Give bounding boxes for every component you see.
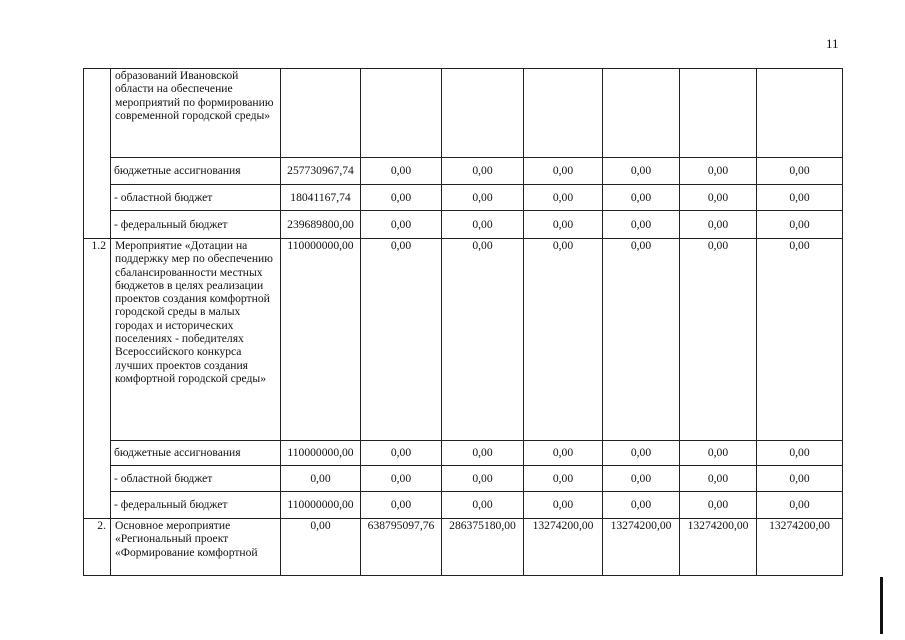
value-cell: 0,00 — [680, 211, 757, 239]
value-cell: 0,00 — [524, 185, 603, 211]
value-cell: 0,00 — [361, 441, 442, 466]
value-cell: 0,00 — [524, 466, 603, 492]
value-cell: 0,00 — [442, 211, 524, 239]
value-cell: 0,00 — [361, 239, 442, 441]
value-cell: 0,00 — [603, 239, 680, 441]
value-cell: 0,00 — [680, 185, 757, 211]
row-name: бюджетные ассигнования — [111, 441, 281, 466]
value-cell: 0,00 — [603, 466, 680, 492]
value-cell: 110000000,00 — [281, 239, 361, 441]
table-row — [84, 69, 843, 158]
value-cell: 0,00 — [524, 158, 603, 185]
value-cell: 0,00 — [442, 492, 524, 519]
table-row — [84, 519, 843, 576]
row-index — [84, 69, 111, 239]
value-cell: 110000000,00 — [281, 492, 361, 519]
row-index: 1.2 — [84, 239, 111, 519]
table-row — [84, 466, 843, 492]
value-cell: 0,00 — [442, 466, 524, 492]
value-cell — [524, 69, 603, 158]
value-cell: 0,00 — [680, 466, 757, 492]
value-cell: 0,00 — [442, 185, 524, 211]
value-cell: 0,00 — [361, 185, 442, 211]
value-cell: 13274200,00 — [680, 519, 757, 576]
margin-mark — [880, 577, 883, 634]
row-name: Основное мероприятие «Региональный проект «Формирование комфортной — [111, 519, 281, 576]
value-cell: 13274200,00 — [757, 519, 843, 576]
value-cell: 18041167,74 — [281, 185, 361, 211]
value-cell: 0,00 — [757, 185, 843, 211]
value-cell: 257730967,74 — [281, 158, 361, 185]
value-cell: 0,00 — [603, 211, 680, 239]
value-cell: 0,00 — [680, 239, 757, 441]
value-cell: 13274200,00 — [524, 519, 603, 576]
value-cell: 0,00 — [757, 466, 843, 492]
value-cell: 0,00 — [361, 211, 442, 239]
value-cell: 0,00 — [442, 441, 524, 466]
value-cell: 0,00 — [680, 441, 757, 466]
table-row — [84, 239, 843, 441]
value-cell: 0,00 — [603, 492, 680, 519]
value-cell: 0,00 — [442, 239, 524, 441]
value-cell: 0,00 — [603, 158, 680, 185]
value-cell: 0,00 — [281, 519, 361, 576]
value-cell — [603, 69, 680, 158]
table-row — [84, 185, 843, 211]
table-row — [84, 492, 843, 519]
value-cell: 0,00 — [524, 441, 603, 466]
row-name: - областной бюджет — [111, 466, 281, 492]
table-row — [84, 158, 843, 185]
value-cell: 0,00 — [361, 492, 442, 519]
row-name: образований Ивановской области на обеспечение мероприятий по формированию современной городской среды» — [111, 69, 281, 158]
value-cell: 0,00 — [524, 211, 603, 239]
value-cell — [757, 69, 843, 158]
page-number: 11 — [826, 36, 839, 51]
value-cell: 0,00 — [757, 492, 843, 519]
value-cell: 0,00 — [757, 441, 843, 466]
row-name: - федеральный бюджет — [111, 492, 281, 519]
row-index: 2. — [84, 519, 111, 576]
row-name: - федеральный бюджет — [111, 211, 281, 239]
value-cell: 0,00 — [757, 239, 843, 441]
value-cell — [281, 69, 361, 158]
value-cell: 0,00 — [603, 441, 680, 466]
value-cell: 0,00 — [281, 466, 361, 492]
value-cell: 239689800,00 — [281, 211, 361, 239]
value-cell — [680, 69, 757, 158]
value-cell: 110000000,00 — [281, 441, 361, 466]
value-cell: 0,00 — [524, 492, 603, 519]
row-name: - областной бюджет — [111, 185, 281, 211]
value-cell: 13274200,00 — [603, 519, 680, 576]
value-cell: 0,00 — [757, 158, 843, 185]
row-name: Мероприятие «Дотации на поддержку мер по обеспечению сбалансированности местных бюджетов в целях реализации проектов создания комфортной городской среды в малых городах и исторических поселениях - победителях Всероссийского конкурса лучших проектов создания комфортной городской среды» — [111, 239, 281, 441]
value-cell: 0,00 — [680, 492, 757, 519]
value-cell: 0,00 — [757, 211, 843, 239]
value-cell: 0,00 — [361, 466, 442, 492]
table-row — [84, 211, 843, 239]
table-row — [84, 441, 843, 466]
value-cell: 0,00 — [442, 158, 524, 185]
value-cell: 0,00 — [680, 158, 757, 185]
value-cell: 286375180,00 — [442, 519, 524, 576]
value-cell — [361, 69, 442, 158]
value-cell: 0,00 — [361, 158, 442, 185]
value-cell — [442, 69, 524, 158]
budget-table — [83, 68, 843, 576]
value-cell: 0,00 — [524, 239, 603, 441]
value-cell: 0,00 — [603, 185, 680, 211]
row-name: бюджетные ассигнования — [111, 158, 281, 185]
value-cell: 638795097,76 — [361, 519, 442, 576]
